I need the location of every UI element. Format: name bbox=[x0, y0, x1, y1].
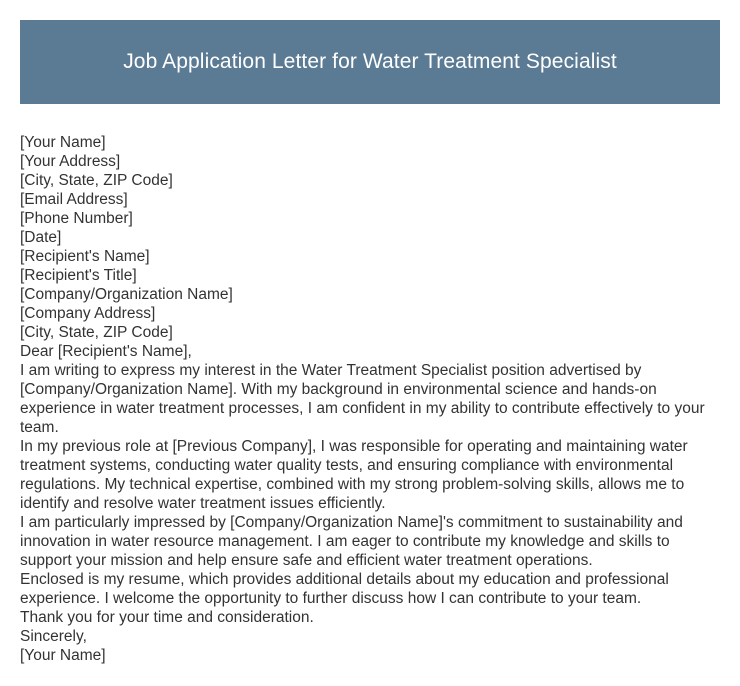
letter-body bbox=[20, 133, 720, 665]
recipient-title: [Recipient's Title] bbox=[20, 267, 137, 284]
letter-date: [Date] bbox=[20, 229, 62, 246]
paragraph-interest: I am writing to express my interest in the Water Treatment Specialist position advertised by [Company/Organization Name]. With my background in environmental science and hands-on experience in water treatment processes, I am confident in my ability to contribute effectively to your team. bbox=[20, 362, 705, 436]
sender-name: [Your Name] bbox=[20, 134, 106, 151]
company-address: [Company Address] bbox=[20, 305, 156, 322]
sender-email: [Email Address] bbox=[20, 191, 128, 208]
company-name: [Company/Organization Name] bbox=[20, 286, 233, 303]
signature-name: [Your Name] bbox=[20, 647, 106, 664]
paragraph-company: I am particularly impressed by [Company/Organization Name]'s commitment to sustainability and innovation in water resource management. I am eager to contribute my knowledge and skills to support your mission and help ensure safe and efficient water treatment operations. bbox=[20, 514, 683, 569]
page-title: Job Application Letter for Water Treatment Specialist bbox=[123, 50, 617, 73]
paragraph-enclosure: Enclosed is my resume, which provides additional details about my education and professional experience. I welcome the opportunity to further discuss how I can contribute to your team. bbox=[20, 571, 669, 607]
sender-city-state-zip: [City, State, ZIP Code] bbox=[20, 172, 173, 189]
recipient-name: [Recipient's Name] bbox=[20, 248, 150, 265]
paragraph-experience: In my previous role at [Previous Company], I was responsible for operating and maintaining water treatment systems, conducting water quality tests, and ensuring compliance with environmental regulations. My technical expertise, combined with my strong problem-solving skills, allows me to identify and resolve water treatment issues efficiently. bbox=[20, 438, 688, 512]
sender-address: [Your Address] bbox=[20, 153, 121, 170]
closing: Sincerely, bbox=[20, 628, 87, 645]
sender-phone: [Phone Number] bbox=[20, 210, 133, 227]
paragraph-thanks: Thank you for your time and consideration. bbox=[20, 609, 314, 626]
salutation: Dear [Recipient's Name], bbox=[20, 343, 192, 360]
header-banner bbox=[20, 20, 720, 104]
company-city-state-zip: [City, State, ZIP Code] bbox=[20, 324, 173, 341]
